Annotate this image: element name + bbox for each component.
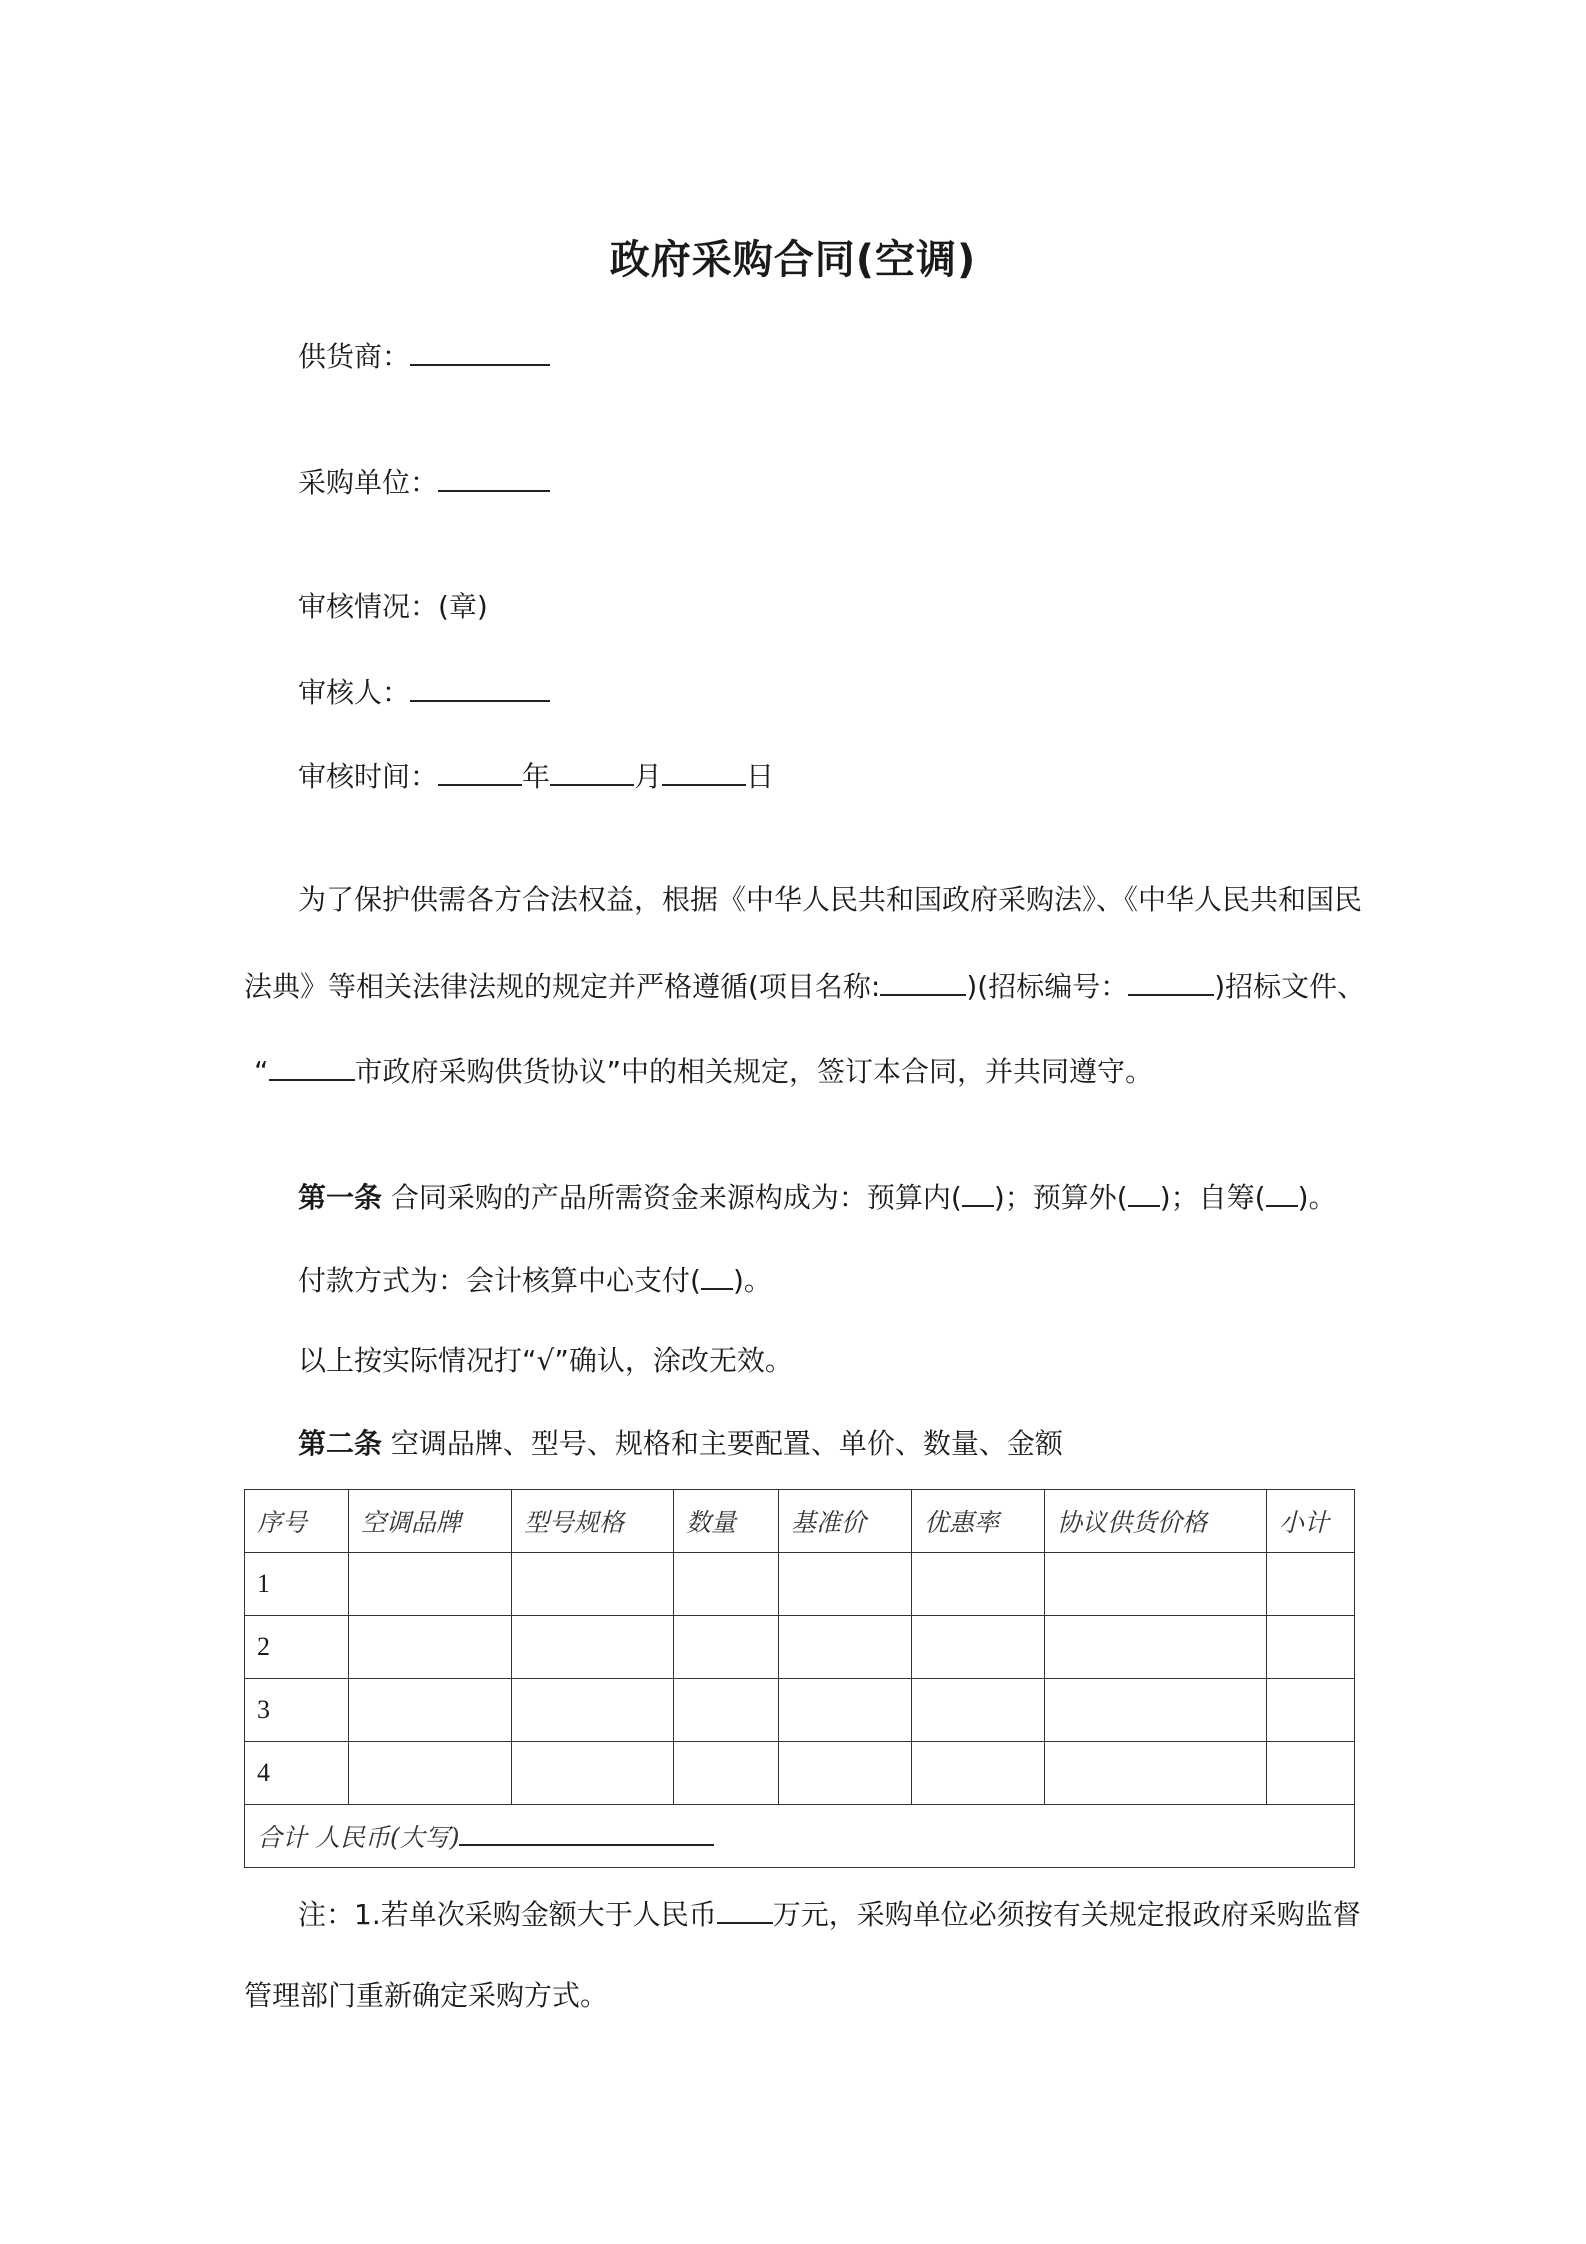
payment-blank[interactable] [701,1258,733,1290]
row-index: 1 [245,1553,349,1616]
preamble-text: )招标文件、 [1214,970,1366,1003]
payment-text: )。 [732,1264,772,1297]
header-index: 序号 [245,1490,349,1553]
confirm-note: 以上按实际情况打“√”确认，涂改无效。 [298,1344,793,1377]
day-label: 日 [746,760,775,793]
cell[interactable] [512,1553,674,1616]
cell[interactable] [1045,1553,1267,1616]
year-label: 年 [522,760,551,793]
article-1-text: )；预算外( [993,1181,1128,1214]
cell[interactable] [1045,1616,1267,1679]
amount-threshold-blank[interactable] [717,1892,773,1924]
review-time-label: 审核时间： [298,760,439,793]
total-amount-blank[interactable] [459,1818,714,1846]
article-1-heading: 第一条 [298,1181,383,1214]
cell[interactable] [512,1679,674,1742]
table-total-row [245,1805,1355,1868]
article-1-text: )；自筹( [1159,1181,1266,1214]
cell[interactable] [779,1742,912,1805]
year-blank[interactable] [438,754,522,786]
header-discount: 优惠率 [912,1490,1045,1553]
page-title: 政府采购合同(空调) [609,237,977,283]
preamble-text: )(招标编号： [966,970,1129,1003]
note-text: 万元，采购单位必须按有关规定报政府采购监督 [772,1898,1361,1931]
row-index: 4 [245,1742,349,1805]
article-1-funding [298,1175,1337,1218]
article-1-text: 合同采购的产品所需资金来源构成为：预算内( [382,1181,962,1214]
cell[interactable] [674,1742,779,1805]
note-text: 注：1.若单次采购金额大于人民币 [298,1898,717,1931]
header-subtotal: 小计 [1267,1490,1355,1553]
cell[interactable] [1045,1742,1267,1805]
cell[interactable] [779,1553,912,1616]
total-cell [245,1805,1355,1868]
reviewer-blank[interactable] [410,670,550,702]
header-brand: 空调品牌 [349,1490,512,1553]
header-agreement-price: 协议供货价格 [1045,1490,1267,1553]
row-index: 3 [245,1679,349,1742]
cell[interactable] [674,1679,779,1742]
article-2 [298,1424,1063,1464]
reviewer-label: 审核人： [298,676,411,709]
table-row [245,1679,1355,1742]
cell[interactable] [1267,1742,1355,1805]
off-budget-blank[interactable] [1128,1175,1160,1207]
note-line-2: 管理部门重新确定采购方式。 [244,1979,609,2012]
in-budget-blank[interactable] [962,1175,994,1207]
preamble-line-3 [254,1049,1153,1092]
month-label: 月 [634,760,663,793]
header-quantity: 数量 [674,1490,779,1553]
cell[interactable] [512,1616,674,1679]
reviewer-field [298,670,550,713]
note-line-1 [298,1892,1361,1935]
total-label: 合计 人民币(大写) [257,1823,460,1852]
cell[interactable] [912,1679,1045,1742]
preamble-line-1: 为了保护供需各方合法权益，根据《中华人民共和国政府采购法》、《中华人民共和国民 [298,883,1363,916]
preamble-line-2 [244,964,1365,1007]
cell[interactable] [1267,1553,1355,1616]
cell[interactable] [674,1553,779,1616]
article-2-heading: 第二条 [298,1427,383,1460]
cell[interactable] [349,1679,512,1742]
table-row [245,1742,1355,1805]
purchaser-blank[interactable] [438,460,550,492]
cell[interactable] [779,1616,912,1679]
tender-number-blank[interactable] [1128,964,1214,996]
cell[interactable] [1045,1679,1267,1742]
month-blank[interactable] [550,754,634,786]
supplier-label: 供货商： [298,340,411,373]
table-row [245,1553,1355,1616]
cell[interactable] [912,1553,1045,1616]
cell[interactable] [779,1679,912,1742]
preamble-text: 市政府采购供货协议”中的相关规定，签订本合同，并共同遵守。 [354,1055,1154,1088]
cell[interactable] [349,1742,512,1805]
cell[interactable] [349,1616,512,1679]
table-header-row [245,1490,1355,1553]
purchaser-label: 采购单位： [298,466,439,499]
cell[interactable] [349,1553,512,1616]
preamble-text: 法典》等相关法律法规的规定并严格遵循(项目名称: [244,970,881,1003]
supplier-field [298,334,550,377]
payment-text: 付款方式为：会计核算中心支付( [298,1264,701,1297]
supplier-blank[interactable] [410,334,550,366]
preamble-text: “ [254,1055,269,1088]
day-blank[interactable] [662,754,746,786]
review-status: 审核情况：(章) [298,590,488,623]
items-table [244,1489,1355,1868]
table-row [245,1616,1355,1679]
payment-method [298,1258,772,1301]
article-1-text: )。 [1297,1181,1337,1214]
cell[interactable] [1267,1616,1355,1679]
article-2-text: 空调品牌、型号、规格和主要配置、单价、数量、金额 [382,1427,1063,1460]
cell[interactable] [512,1742,674,1805]
city-blank[interactable] [269,1049,355,1081]
self-funded-blank[interactable] [1266,1175,1298,1207]
header-model: 型号规格 [512,1490,674,1553]
cell[interactable] [1267,1679,1355,1742]
cell[interactable] [674,1616,779,1679]
cell[interactable] [912,1742,1045,1805]
project-name-blank[interactable] [880,964,966,996]
cell[interactable] [912,1616,1045,1679]
review-time-field [298,754,774,797]
row-index: 2 [245,1616,349,1679]
purchaser-field [298,460,550,503]
header-base-price: 基准价 [779,1490,912,1553]
